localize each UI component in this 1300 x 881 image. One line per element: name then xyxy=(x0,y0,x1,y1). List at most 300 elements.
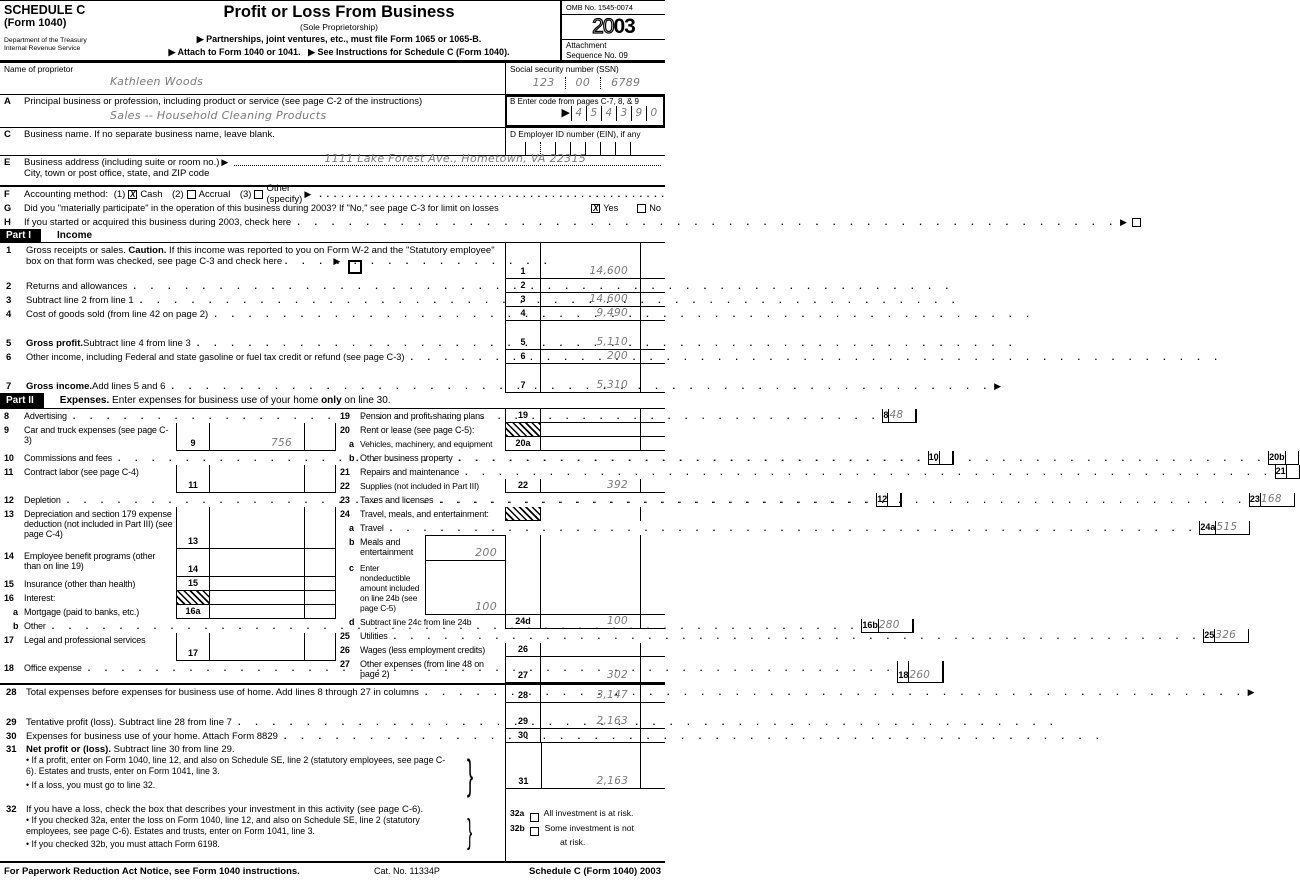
line-1-row xyxy=(0,243,665,279)
line-19-box: 19 xyxy=(505,409,540,423)
form-footer xyxy=(0,861,665,881)
line-24a-box: 24a xyxy=(1199,521,1215,535)
line-14-cents[interactable] xyxy=(304,549,336,577)
leader-dots xyxy=(384,523,1198,535)
line-4-label: Cost of goods sold (from line 42 on page 2) . . . xyxy=(26,309,1037,321)
line-g-row xyxy=(0,201,665,215)
line-25-row xyxy=(336,629,1237,643)
ein-cell[interactable] xyxy=(585,142,600,156)
line-8-label: Advertising xyxy=(24,411,67,421)
omb-number: OMB No. 1545-0074 xyxy=(562,1,665,15)
line-24b-label: Meals and entertainment xyxy=(360,537,414,557)
line-number: 23 xyxy=(340,495,350,505)
line-3-row xyxy=(0,293,665,307)
line-letter: d xyxy=(349,617,355,627)
line-number: 20 xyxy=(340,425,350,435)
line-c-cell xyxy=(0,128,505,155)
ein-cell[interactable] xyxy=(600,142,615,156)
part1-title: Income xyxy=(57,230,93,241)
line-e-row xyxy=(0,152,665,187)
form-title: Profit or Loss From Business xyxy=(223,3,455,21)
line-13-cents[interactable] xyxy=(304,507,336,549)
leader-dots xyxy=(388,631,1202,643)
line-9-amount[interactable]: 756 xyxy=(209,423,304,451)
line-16a-cents[interactable] xyxy=(304,605,336,619)
line-number: 11 xyxy=(4,467,14,477)
leader-dots xyxy=(165,381,992,392)
line-number: 30 xyxy=(6,731,17,742)
accrual-checkbox[interactable] xyxy=(187,190,196,199)
line-14-box: 14 xyxy=(176,549,209,577)
line-12-box: 12 xyxy=(876,493,887,507)
statutory-employee-checkbox[interactable] xyxy=(348,260,362,274)
line-e-letter: E xyxy=(4,157,11,168)
brace-icon: } xyxy=(466,813,472,851)
box-d-label: D Employer ID number (EIN), if any xyxy=(510,129,641,139)
line-18-amount[interactable]: 260 xyxy=(908,661,942,683)
line-31-row xyxy=(0,743,665,803)
arrow-icon: ▶ xyxy=(1247,687,1255,697)
line-32-row xyxy=(0,803,665,861)
line-number: 14 xyxy=(4,551,14,561)
line-letter: b xyxy=(349,453,355,463)
line-31-amount[interactable]: 2,163 xyxy=(541,743,640,788)
yes-label: Yes xyxy=(603,203,619,213)
line-25-cents[interactable] xyxy=(1248,629,1249,643)
ssn-cell xyxy=(505,63,665,94)
code-digit[interactable]: 3 xyxy=(616,106,631,121)
code-digit[interactable]: 4 xyxy=(601,106,616,121)
accounting-method-label: Accounting method: xyxy=(24,188,108,200)
line-4-amount[interactable]: 9,490 xyxy=(540,307,640,321)
line-20a-amount[interactable] xyxy=(540,437,640,451)
line-11-box: 11 xyxy=(176,465,209,493)
business-code-field[interactable] xyxy=(510,106,661,121)
proprietor-row xyxy=(0,63,665,95)
at-risk-b-label-1: Some investment is not xyxy=(544,822,634,833)
ein-cell[interactable] xyxy=(630,142,645,156)
line-24d-cents[interactable] xyxy=(640,615,665,629)
line-6-row xyxy=(0,350,665,364)
line-number: 7 xyxy=(6,381,12,392)
principal-business-field[interactable]: Sales -- Household Cleaning Products xyxy=(110,109,327,122)
form-header xyxy=(0,1,665,63)
leader-dots xyxy=(291,217,1118,228)
line-10-box: 10 xyxy=(928,451,939,465)
line-number: 15 xyxy=(4,579,14,589)
line-28-label: Total expenses before expenses for business use of home. Add lines 8 through 27 in columns . . . ▶ xyxy=(26,687,1259,703)
line-8-cents[interactable] xyxy=(915,409,917,423)
line-16a-box: 16a xyxy=(176,605,209,619)
line-letter: a xyxy=(349,439,354,449)
line-number: 6 xyxy=(6,352,12,363)
line-31-cents[interactable] xyxy=(640,743,665,788)
part1-bar xyxy=(0,229,665,243)
line-number: 26 xyxy=(340,645,350,655)
line-17-row xyxy=(0,633,336,661)
line-11-label: Contract labor (see page C-4) xyxy=(24,467,139,477)
line-16a-amount[interactable] xyxy=(209,605,304,619)
line-5-box: 5 xyxy=(505,321,540,350)
line-32a-number: 32a xyxy=(510,808,525,818)
ssn-part-3[interactable]: 6789 xyxy=(611,76,641,89)
arrow-icon: ▶ xyxy=(994,381,1002,391)
cash-checkbox[interactable]: X xyxy=(130,189,136,199)
line-8-amount[interactable]: 48 xyxy=(888,409,915,423)
line-23-label: Taxes and licenses xyxy=(360,495,434,505)
line-24-cents xyxy=(640,507,665,521)
line-32-bullet-2: • If you checked 32b, you must attach Form 6198. xyxy=(26,838,220,849)
line-30-label: Expenses for business use of your home. Attach Form 8829 . . . xyxy=(26,731,1107,743)
line-3-amount[interactable]: 14,600 xyxy=(540,293,640,307)
line-14-amount[interactable] xyxy=(209,549,304,577)
line-number: 10 xyxy=(4,453,14,463)
part2-title: Expenses. Enter expenses for business use of your home only on line 30. xyxy=(59,395,391,406)
line-number: 9 xyxy=(4,425,9,435)
option-2-label: (2) xyxy=(172,188,184,200)
arrow-icon: ▶ xyxy=(333,256,341,266)
line-22-box: 22 xyxy=(505,479,540,493)
line-22-cents[interactable] xyxy=(640,479,665,493)
line-5-row xyxy=(0,321,665,350)
line-23-box: 23 xyxy=(1249,493,1260,507)
line-16b-box: 16b xyxy=(861,619,878,633)
ssn-part-1[interactable]: 123 xyxy=(532,76,555,89)
catalog-number: Cat. No. 11334P xyxy=(374,866,440,876)
leader-dots xyxy=(433,495,1247,507)
line-7-box: 7 xyxy=(505,364,540,393)
line-16-amount xyxy=(209,591,304,605)
line-16-label: Interest: xyxy=(24,593,56,603)
line-27-cents[interactable] xyxy=(640,657,665,683)
line-26-amount[interactable] xyxy=(540,643,640,657)
line-18-cents[interactable] xyxy=(942,661,944,683)
ssn-part-2[interactable]: 00 xyxy=(575,76,591,89)
line-6-amount[interactable]: 200 xyxy=(540,350,640,364)
line-24d-amount[interactable]: 100 xyxy=(540,615,640,629)
line-32-label: If you have a loss, check the box that describes your investment in this activity (see page C-6). xyxy=(26,804,424,815)
line-number: 3 xyxy=(6,295,12,306)
line-5-amount[interactable]: 5,110 xyxy=(540,321,640,350)
part1-income-table xyxy=(0,243,1002,393)
line-a-row xyxy=(0,95,665,128)
line-16b-amount[interactable]: 280 xyxy=(878,619,912,633)
some-investment-not-at-risk-checkbox[interactable] xyxy=(530,827,539,836)
line-26-row xyxy=(336,643,665,657)
line-9-row xyxy=(0,423,336,451)
ssn-field[interactable] xyxy=(510,76,663,89)
line-31-bullet-2: • If a loss, you must go to line 32. xyxy=(26,779,156,790)
line-28-box: 28 xyxy=(505,685,540,703)
code-digit[interactable]: 0 xyxy=(646,106,661,121)
line-25-label: Utilities xyxy=(360,631,388,641)
line-number: 29 xyxy=(6,717,17,728)
line-13-row xyxy=(0,507,336,549)
line-11-row xyxy=(0,465,336,493)
line-24d-box: 24d xyxy=(505,615,540,629)
irs-label: Internal Revenue Service xyxy=(4,45,81,53)
line-24c-row xyxy=(336,561,665,615)
line-31-box: 31 xyxy=(518,776,529,786)
line-e-label-2: City, town or post office, state, and ZIP code xyxy=(24,168,210,179)
see-instructions: ▶ See Instructions for Schedule C (Form 1040). xyxy=(308,47,510,57)
line-number: 2 xyxy=(6,281,12,292)
line-17-box: 17 xyxy=(176,633,209,661)
line-24a-cents[interactable] xyxy=(1249,521,1250,535)
line-number: 12 xyxy=(4,495,14,505)
line-28-amount[interactable]: 3,147 xyxy=(540,685,640,703)
line-20a-cents[interactable] xyxy=(640,437,665,451)
attachment-sequence: Attachment Sequence No. 09 xyxy=(562,39,665,60)
line-24c-box xyxy=(505,561,540,615)
line-17-amount[interactable] xyxy=(209,633,304,661)
ssn-separator xyxy=(600,77,601,89)
line-24c-label: Enter nondeductible amount included on line 24b (see page C-5) xyxy=(360,563,420,613)
line-h-letter: H xyxy=(4,216,11,228)
line-14-label: Employee benefit programs (other than on line 19) xyxy=(24,551,156,571)
line-a-cell xyxy=(0,95,505,127)
line-19-label: Pension and profit-sharing plans xyxy=(360,411,485,421)
line-letter: a xyxy=(13,607,18,617)
line-31-label: Net profit or (loss). Subtract line 30 from line 29. xyxy=(26,744,235,755)
line-letter: b xyxy=(349,537,355,547)
line-16b-label: Other xyxy=(24,621,46,631)
at-risk-option-b xyxy=(510,822,663,849)
line-21-row xyxy=(336,465,1286,479)
line-15-amount[interactable] xyxy=(209,577,304,591)
line-29-amount[interactable]: 2,163 xyxy=(540,703,640,729)
line-20b-box: 20b xyxy=(1268,451,1285,465)
line-24-amount xyxy=(540,507,640,521)
ssn-label: Social security number (SSN) xyxy=(510,64,619,74)
line-number: 19 xyxy=(340,411,350,421)
proprietor-name-field[interactable]: Kathleen Woods xyxy=(110,75,204,88)
line-32b-number: 32b xyxy=(510,822,525,833)
line-20a-row xyxy=(336,437,665,451)
line-20b-cents[interactable] xyxy=(1298,451,1299,465)
line-20b-amount[interactable] xyxy=(1285,451,1298,465)
line-number: 5 xyxy=(6,338,12,349)
attach-instruction: ▶ Attach to Form 1040 or 1041. xyxy=(168,47,301,57)
paperwork-notice: For Paperwork Reduction Act Notice, see Form 1040 instructions. xyxy=(4,866,300,877)
business-address-field[interactable]: 1111 Lake Forest Ave., Hometown, VA 22315 xyxy=(324,152,587,165)
line-23-amount[interactable]: 168 xyxy=(1260,493,1294,507)
line-a-letter: A xyxy=(4,96,11,107)
leader-dots xyxy=(191,338,1018,349)
line-24-hatched-box xyxy=(505,507,540,521)
line-2-row xyxy=(0,279,665,293)
leader-dots xyxy=(208,309,1035,321)
dept-treasury-label: Department of the Treasury xyxy=(4,37,87,44)
line-19-amount[interactable] xyxy=(540,409,640,423)
part2-expenses-table xyxy=(0,409,1286,683)
line-25-amount[interactable]: 326 xyxy=(1214,629,1248,643)
tax-year xyxy=(562,15,665,37)
cash-label: Cash xyxy=(140,188,163,200)
line-3-label: Subtract line 2 from line 1 . . . xyxy=(26,295,962,307)
address-leader xyxy=(234,152,661,166)
line-19-row xyxy=(336,409,665,423)
leader-dots xyxy=(134,295,961,307)
line-2-label: Returns and allowances . . . xyxy=(26,281,956,293)
leader-dots xyxy=(404,352,1223,364)
line-25-box: 25 xyxy=(1203,629,1214,643)
line-24d-label: Subtract line 24c from line 24b xyxy=(360,617,472,627)
line-16-hatched-box xyxy=(176,591,209,605)
line-letter: a xyxy=(349,523,354,533)
line-f-row xyxy=(0,183,665,205)
line-22-label: Supplies (not included in Part III) xyxy=(360,481,479,491)
line-number: 13 xyxy=(4,509,14,519)
line-c-label: Business name. If no separate business name, leave blank. xyxy=(24,129,275,140)
line-32-bullet-1: • If you checked 32a, enter the loss on Form 1040, line 12, and also on Schedule SE, line 2 (statutory employees, see page C-6). Estates and trusts, enter on Form 1041, line 3. xyxy=(26,815,420,836)
line-24b-row xyxy=(336,535,665,561)
line-f-letter: F xyxy=(4,188,10,200)
leader-dots xyxy=(127,281,954,293)
materially-participate-no-checkbox[interactable] xyxy=(637,204,646,213)
line-9-box: 9 xyxy=(176,423,209,451)
year-outline: 20 xyxy=(592,15,614,38)
line-27-row xyxy=(336,657,665,683)
proprietor-cell xyxy=(0,63,505,94)
line-16a-label: Mortgage (paid to banks, etc.) xyxy=(24,607,140,617)
line-27-label: Other expenses (from line 48 on page 2) xyxy=(360,659,484,679)
line-number: 16 xyxy=(4,593,14,603)
line-6-label: Other income, including Federal and state gasoline or fuel tax credit or refund (see page C-3) . . . xyxy=(26,352,1225,364)
header-right xyxy=(560,1,665,60)
line-a-label: Principal business or profession, including product or service (see page C-2 of the instructions) xyxy=(24,96,423,107)
option-1-label: (1) xyxy=(113,188,126,200)
started-business-checkbox[interactable] xyxy=(1132,218,1141,227)
instruction-line-1: ▶ Partnerships, joint ventures, etc., must file Form 1065 or 1065-B. xyxy=(196,34,482,44)
line-11-amount[interactable] xyxy=(209,465,304,493)
accrual-label: Accrual xyxy=(198,188,231,200)
line-24b-inner-amount[interactable]: 200 xyxy=(425,535,505,561)
line-1-amount[interactable]: 14,600 xyxy=(540,243,640,279)
line-9-cents[interactable] xyxy=(304,423,336,451)
line-number: 4 xyxy=(6,309,12,320)
line-g-label: Did you "materially participate" in the operation of this business during 2003? If "No," see page C-3 for limit on losses xyxy=(24,203,499,213)
code-digit[interactable]: 9 xyxy=(631,106,646,121)
line-15-cents[interactable] xyxy=(304,577,336,591)
box-b xyxy=(505,95,665,127)
code-digit[interactable]: 4 xyxy=(571,106,586,121)
line-17-cents[interactable] xyxy=(304,633,336,661)
line-7-row xyxy=(0,364,1002,393)
line-15-box: 15 xyxy=(176,577,209,591)
line-21-amount[interactable] xyxy=(1286,465,1299,479)
line-20a-box: 20a xyxy=(505,437,540,451)
line-8-box: 8 xyxy=(882,409,888,423)
materially-participate-yes-checkbox[interactable]: X xyxy=(593,203,599,213)
leader-dots xyxy=(419,687,1246,703)
line-26-label: Wages (less employment credits) xyxy=(360,645,486,655)
line-24c-inner-amount[interactable]: 100 xyxy=(425,561,505,615)
instruction-line-2 xyxy=(118,47,560,58)
at-risk-region xyxy=(505,803,665,861)
line-27-amount[interactable]: 302 xyxy=(540,657,640,683)
line-20-row xyxy=(336,423,665,437)
line-g-letter: G xyxy=(4,203,12,213)
line-number: 25 xyxy=(340,631,350,641)
line-7-amount[interactable]: 5,310 xyxy=(540,364,640,393)
all-investment-at-risk-checkbox[interactable] xyxy=(530,813,539,822)
line-26-cents[interactable] xyxy=(640,643,665,657)
arrow-icon: ▶ xyxy=(561,107,570,119)
line-26-box: 26 xyxy=(505,643,540,657)
brace-icon: } xyxy=(466,751,474,798)
line-number: 1 xyxy=(6,245,12,256)
line-17-label: Legal and professional services xyxy=(24,635,146,645)
at-risk-option-a xyxy=(510,807,663,822)
box-b-label: B Enter code from pages C-7, 8, & 9 xyxy=(510,97,639,106)
line-14-row xyxy=(0,549,336,577)
line-20-cents xyxy=(640,423,665,437)
line-32-text xyxy=(0,803,505,861)
line-4-row xyxy=(0,307,665,321)
line-19-cents[interactable] xyxy=(640,409,665,423)
at-risk-a-label: All investment is at risk. xyxy=(543,808,634,818)
header-center xyxy=(118,1,560,60)
line-h-label: If you started or acquired this business during 2003, check here xyxy=(24,216,292,228)
line-18-label: Office expense xyxy=(24,663,82,673)
line-20-hatched-box xyxy=(505,423,540,437)
line-24c-cents xyxy=(640,561,665,615)
line-31-right-region xyxy=(505,743,665,803)
line-29-row xyxy=(0,703,665,729)
leader-dots xyxy=(313,189,665,200)
line-3-box: 3 xyxy=(505,293,540,307)
leader-dots xyxy=(285,256,329,267)
line-21-label: Repairs and maintenance xyxy=(360,467,460,477)
other-method-checkbox[interactable] xyxy=(254,190,263,199)
line-11-cents[interactable] xyxy=(304,465,336,493)
line-number: 8 xyxy=(4,411,9,421)
line-24-label: Travel, meals, and entertainment: xyxy=(360,509,489,519)
line-6-box: 6 xyxy=(505,350,540,364)
line-22-amount[interactable]: 392 xyxy=(540,479,640,493)
line-24a-label: Travel xyxy=(360,523,384,533)
line-15-row xyxy=(0,577,336,591)
arrow-icon: ▶ xyxy=(304,188,312,199)
line-number: 28 xyxy=(6,687,17,698)
line-31-cell xyxy=(506,743,665,789)
line-16-cents xyxy=(304,591,336,605)
line-letter: c xyxy=(349,563,354,573)
line-13-amount[interactable] xyxy=(209,507,304,549)
code-digit[interactable]: 5 xyxy=(586,106,601,121)
line-29-box: 29 xyxy=(505,703,540,729)
line-24a-amount[interactable]: 515 xyxy=(1215,521,1249,535)
ein-cell[interactable] xyxy=(615,142,630,156)
line-c-letter: C xyxy=(4,129,11,140)
option-3-label: (3) xyxy=(239,188,252,200)
arrow-icon: ▶ xyxy=(1119,216,1127,227)
line-7-label: Gross income. Add lines 5 and 6 . . . ▶ xyxy=(26,381,1005,392)
proprietor-label: Name of proprietor xyxy=(4,64,74,74)
leader-dots xyxy=(278,731,1105,743)
header-left xyxy=(0,1,118,60)
line-1-label: Gross receipts or sales. Caution. If this income was reported to you on Form W-2 and the "Statutory employee" box on that form was checked, see page C-3 and check here . . . ▶ xyxy=(26,245,505,279)
line-20a-label: Vehicles, machinery, and equipment xyxy=(360,439,493,449)
box-d xyxy=(505,128,665,155)
line-16-row xyxy=(0,591,336,605)
line-13-label: Depreciation and section 179 expense deduction (not included in Part III) (see page C-4) xyxy=(24,509,173,539)
line-1-cents[interactable] xyxy=(640,243,665,279)
line-letter: b xyxy=(13,621,19,631)
line-23-cents[interactable] xyxy=(1294,493,1295,507)
year-bold: 03 xyxy=(613,15,635,38)
